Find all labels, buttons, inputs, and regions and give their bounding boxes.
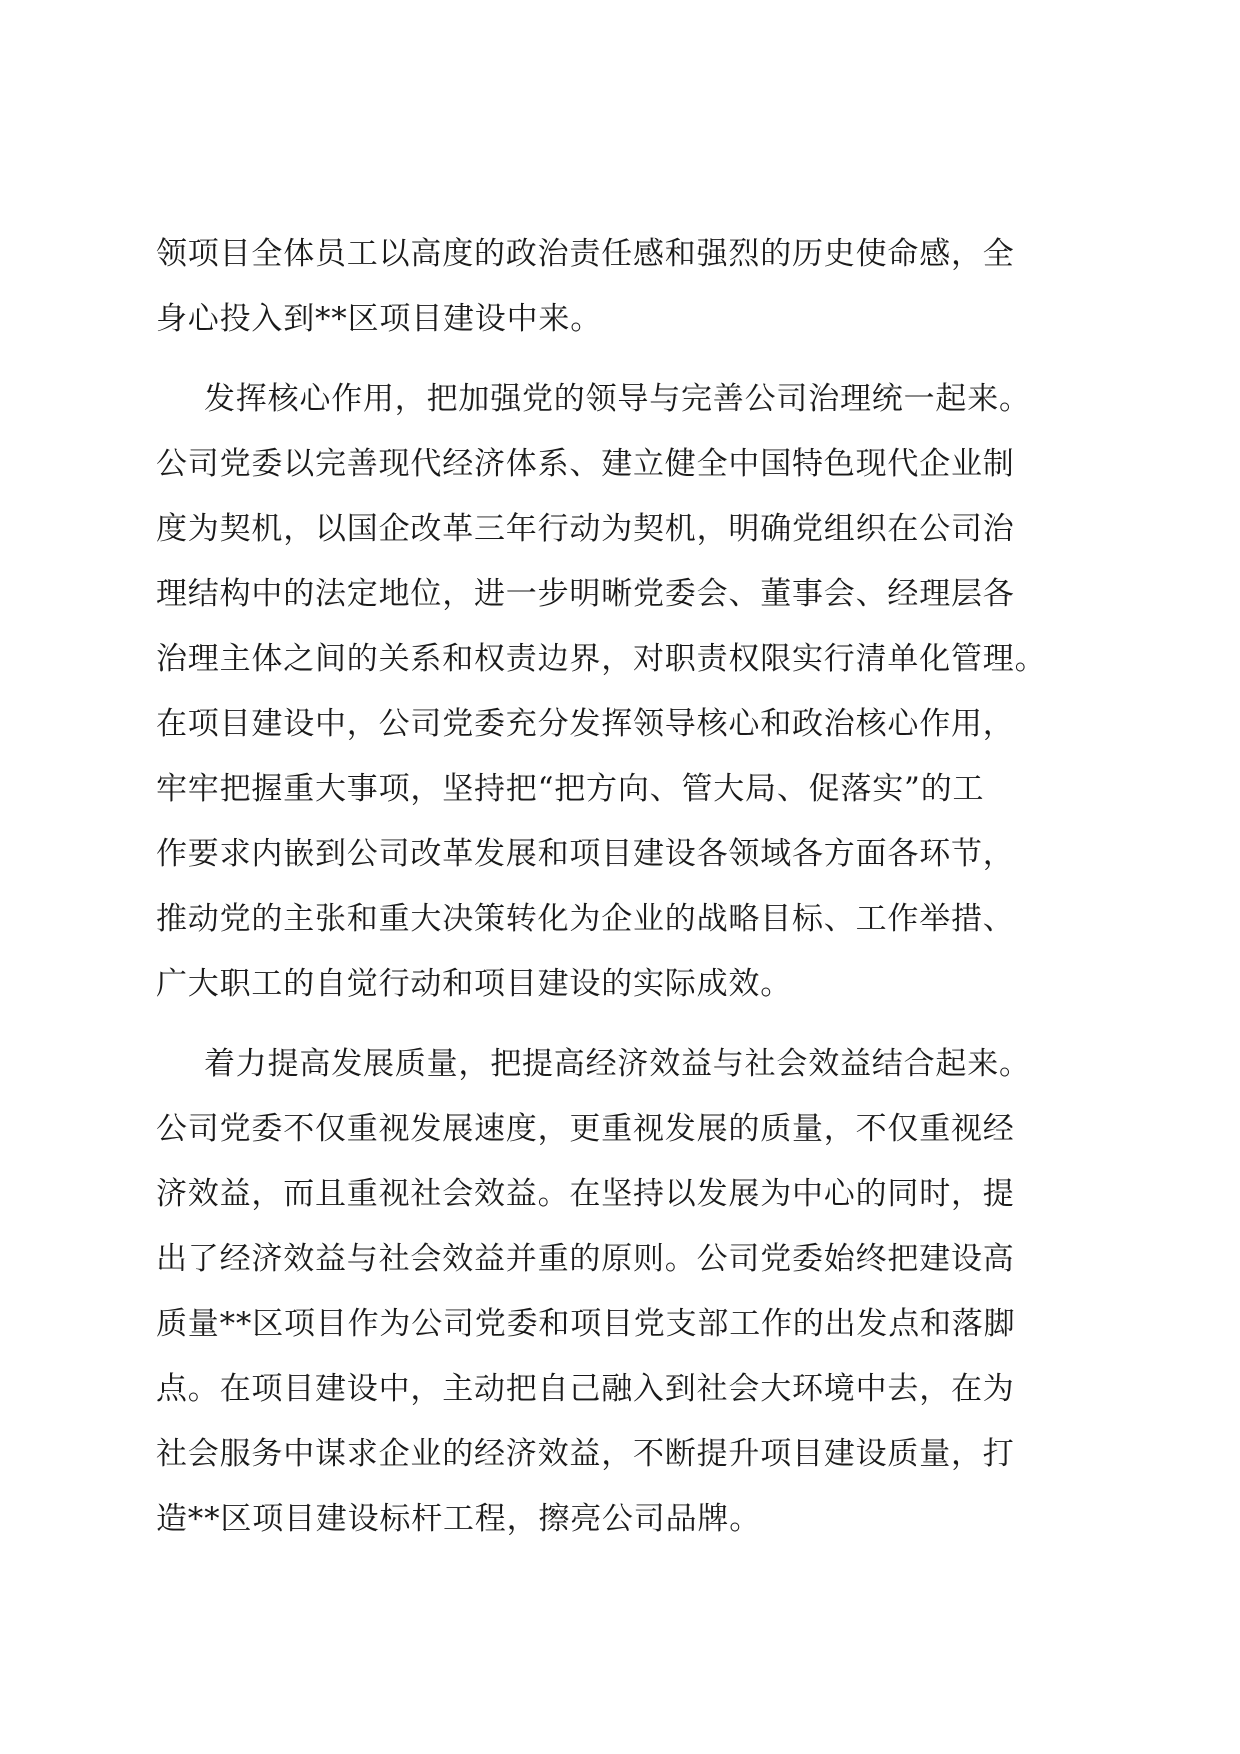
text-line: 发挥核心作用，把加强党的领导与完善公司治理统一起来。 (204, 381, 1031, 417)
text-line: 理结构中的法定地位，进一步明晰党委会、董事会、经理层各 (156, 576, 1015, 612)
text-line: 点。在项目建设中，主动把自己融入到社会大环境中去，在为 (156, 1371, 1015, 1407)
text-line: 造**区项目建设标杆工程，擦亮公司品牌。 (156, 1501, 761, 1537)
text-line: 作要求内嵌到公司改革发展和项目建设各领域各方面各环节， (156, 836, 1015, 872)
paragraph-1 (156, 222, 1096, 352)
text-line: 领项目全体员工以高度的政治责任感和强烈的历史使命感，全 (156, 236, 1015, 272)
text-line: 在项目建设中，公司党委充分发挥领导核心和政治核心作用， (156, 706, 1015, 742)
paragraph-2 (156, 367, 1096, 1017)
text-line: 治理主体之间的关系和权责边界，对职责权限实行清单化管理。 (156, 641, 1047, 677)
text-line: 公司党委不仅重视发展速度，更重视发展的质量，不仅重视经 (156, 1111, 1015, 1147)
text-line: 牢牢把握重大事项，坚持把“把方向、管大局、促落实”的工 (156, 771, 985, 807)
body-text (156, 222, 1096, 1552)
text-line: 着力提高发展质量，把提高经济效益与社会效益结合起来。 (204, 1046, 1031, 1082)
text-line: 推动党的主张和重大决策转化为企业的战略目标、工作举措、 (156, 901, 1015, 937)
text-line: 质量**区项目作为公司党委和项目党支部工作的出发点和落脚 (156, 1306, 1016, 1342)
text-line: 济效益，而且重视社会效益。在坚持以发展为中心的同时，提 (156, 1176, 1015, 1212)
text-line: 度为契机，以国企改革三年行动为契机，明确党组织在公司治 (156, 511, 1015, 547)
text-line: 公司党委以完善现代经济体系、建立健全中国特色现代企业制 (156, 446, 1015, 482)
text-line: 社会服务中谋求企业的经济效益，不断提升项目建设质量，打 (156, 1436, 1015, 1472)
text-line: 身心投入到**区项目建设中来。 (156, 301, 602, 337)
text-line: 广大职工的自觉行动和项目建设的实际成效。 (156, 966, 792, 1002)
text-line: 出了经济效益与社会效益并重的原则。公司党委始终把建设高 (156, 1241, 1015, 1277)
paragraph-3 (156, 1032, 1096, 1552)
